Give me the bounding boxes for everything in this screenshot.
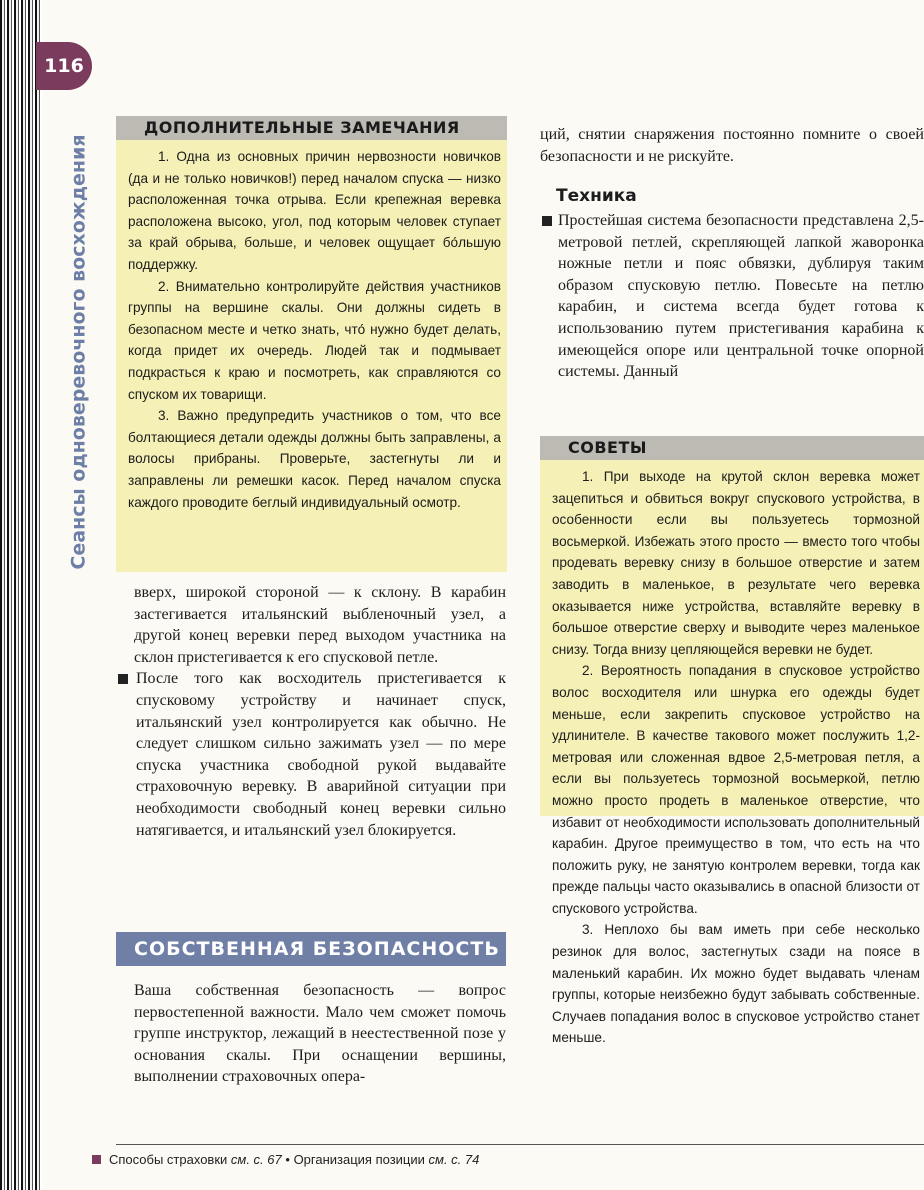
descent-bullet bbox=[116, 668, 506, 841]
footer-ref-2: Организация позиции bbox=[293, 1152, 425, 1167]
additional-notes-title: ДОПОЛНИТЕЛЬНЫЕ ЗАМЕЧАНИЯ bbox=[116, 116, 507, 140]
bullet-square-icon bbox=[542, 216, 552, 226]
technique-bullet bbox=[540, 210, 924, 383]
note-paragraph-1: 1. Одна из основных причин нервозности новичков (да и не только новичков!) перед началом спуска — низко расположенная точка отрыва. Если крепежная веревка расположена высоко, угол, под которым человек ступает за край обрыва, больше, и человек ощущает бо́льшую поддержку. bbox=[128, 149, 501, 272]
technique-text bbox=[540, 210, 924, 383]
own-safety-paragraph: Ваша собственная безопасность — вопрос первостепенной важности. Мало чем сможет помочь группе инструктор, лежащий в неестественной позе у основания скалы. При оснащении вершины, выполнении страховочных опера- bbox=[134, 982, 506, 1086]
tip-paragraph-3: 3. Неплохо бы вам иметь при себе несколько резинок для волос, застегнутых сзади на поясе в маленький карабин. Их можно будет выдавать членам группы, которые неизбежно будут забывать собственные. Случаев попадания волос в спусковое устройство станет меньше. bbox=[552, 922, 920, 1046]
right-column-continuation: ций, снятии снаряжения постоянно помните о своей безопасности и не рискуйте. bbox=[540, 126, 924, 165]
tips-box bbox=[540, 436, 924, 1046]
technique-bullet-text: Простейшая система безопасности представлена 2,5-метровой петлей, скрепляющей лапкой жаворонка ножные петли и пояс обвязки, дублируя таким образом спусковую петлю. Повесьте на петлю карабин, и система всегда будет готова к использованию путем пристегивания карабина к имеющейся опоре или центральной точке опорной системы. Данный bbox=[558, 212, 924, 381]
descent-bullet-text: После того как восходитель пристегивается к спусковому устройству и начинает спуск, итальянский узел контролируется как обычно. Не следует слишком сильно зажимать узел — по мере спуска участника свободной рукой выдавайте страховочную веревку. В аварийной ситуации при необходимости свободный конец веревки сильно натягивается, и итальянский узел блокируется. bbox=[136, 670, 506, 839]
tip-paragraph-2: 2. Вероятность попадания в спусковое устройство волос восходителя или шнурка его одежды будет меньше, если закрепить спусковое устройство на удлинителе. В качестве такового может послужить 1,2-метровая или сложенная вдвое 2,5-метровая петля, а если вы пользуетесь тормозной восьмеркой, петлю можно просто продеть в маленькое отверстие, что избавит от необходимости использовать дополнительный карабин. Другое преимущество в том, что есть на что положить руку, не занятую контролем веревки, тогда как прежде пальцы часто оказывались в опасной близости от спускового устройства. bbox=[552, 663, 920, 916]
additional-notes-box bbox=[116, 116, 507, 572]
tips-title: СОВЕТЫ bbox=[540, 436, 924, 460]
tips-body bbox=[540, 460, 924, 1049]
technique-heading: Техника bbox=[556, 186, 637, 206]
page-number: 116 bbox=[36, 42, 92, 90]
footer-ref-2-page: см. с. 74 bbox=[428, 1152, 480, 1167]
footer-cross-references bbox=[92, 1152, 479, 1167]
bullet-square-icon bbox=[118, 674, 128, 684]
footer-square-icon bbox=[92, 1155, 101, 1164]
continuation-paragraph: вверх, широкой стороной — к склону. В карабин застегивается итальянский выбленочный узел, а другой конец веревки перед выходом участника на склон пристегивается к его спусковой петле. bbox=[134, 584, 506, 666]
additional-notes-body bbox=[116, 140, 507, 513]
footer-ref-1: Способы страховки bbox=[109, 1152, 228, 1167]
running-title-text: Сеансы одноверевочного восхождения bbox=[68, 134, 91, 570]
book-binding bbox=[0, 0, 42, 1190]
footer-ref-1-page: см. с. 67 bbox=[230, 1152, 282, 1167]
footer-divider bbox=[116, 1144, 924, 1145]
left-column-text bbox=[116, 582, 506, 841]
note-paragraph-2: 2. Внимательно контролируйте действия участников группы на вершине скалы. Они должны сидеть в безопасном месте и четко знать, что́ нужно будет делать, когда придет их очередь. Людей так и подмывает подкрасться к краю и посмотреть, как справляются со спуском их товарищи. bbox=[128, 278, 501, 402]
note-paragraph-3: 3. Важно предупредить участников о том, что все болтающиеся детали одежды должны быть заправлены, а волосы прибраны. Проверьте, застегнуты ли и заправлены ли ремешки касок. Перед началом спуска каждого проводите беглый индивидуальный осмотр. bbox=[128, 408, 501, 510]
running-title bbox=[64, 118, 94, 586]
section-heading-own-safety: СОБСТВЕННАЯ БЕЗОПАСНОСТЬ bbox=[116, 932, 506, 966]
tip-paragraph-1: 1. При выходе на крутой склон веревка может зацепиться и обвиться вокруг спускового устройства, в особенности если вы пользуетесь тормозной восьмеркой. Избежать этого просто — вместо того чтобы продевать веревку снизу в большое отверстие и затем заводить в маленькое, в результате чего веревка оказывается ниже устройства, вставляйте веревку в большое отверстие сверху и выводите через маленькое снизу. Тогда внизу цепляющейся веревки не будет. bbox=[552, 469, 920, 657]
footer-separator: • bbox=[285, 1152, 290, 1167]
